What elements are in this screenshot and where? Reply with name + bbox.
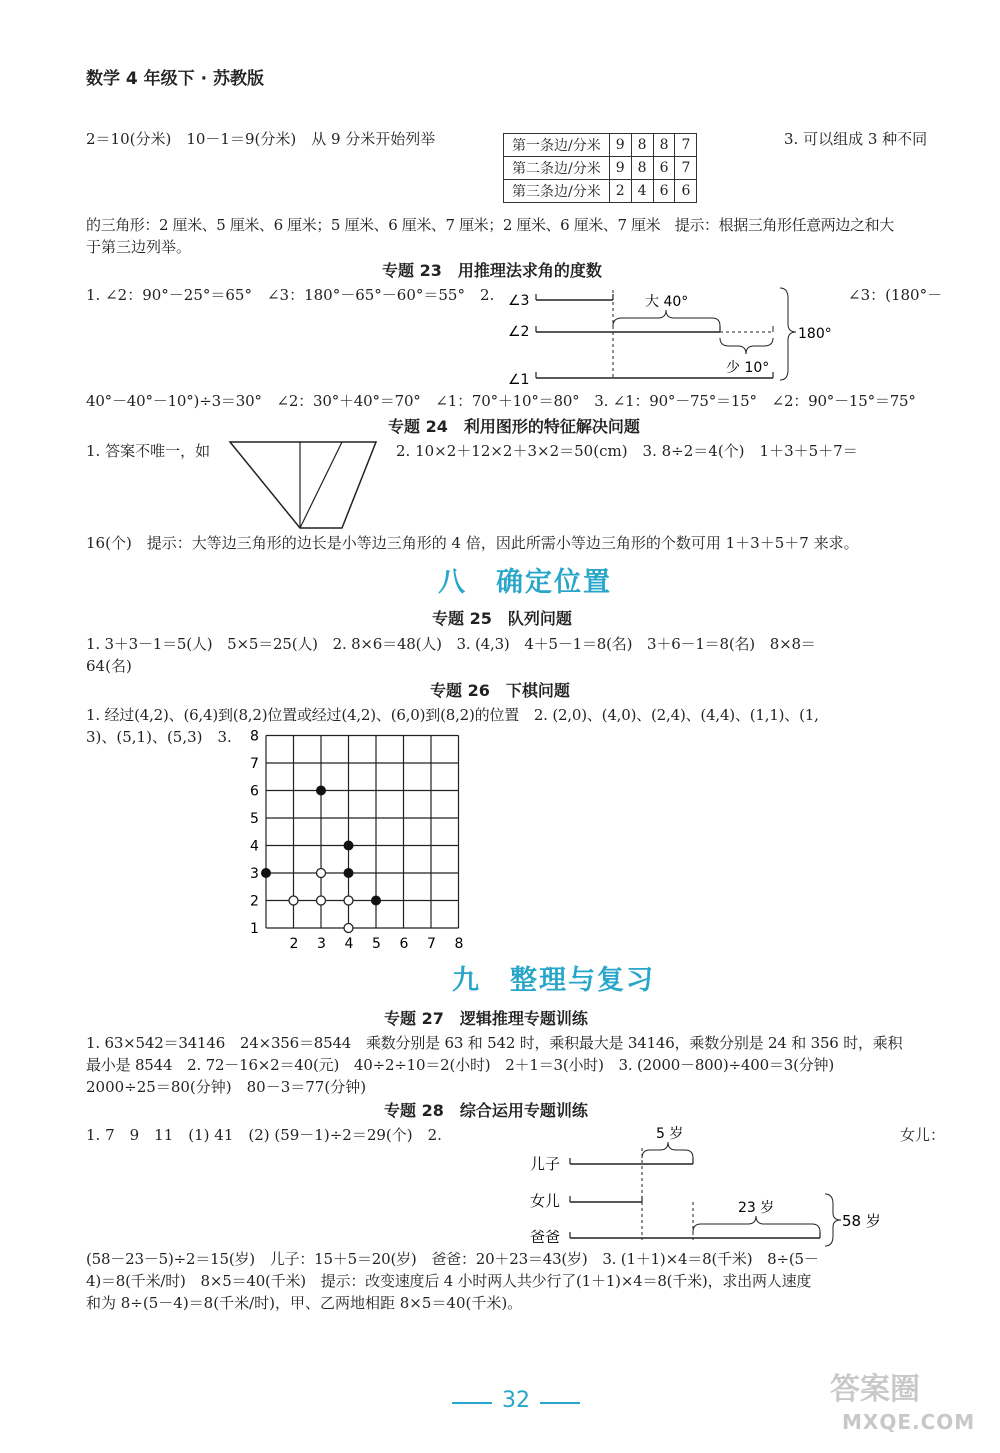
x-tick-label: 6: [399, 936, 409, 952]
x-tick-label: 4: [344, 936, 354, 952]
text-line: 3)、(5,1)、(5,3) 3.: [86, 728, 232, 746]
table-cell: 7: [675, 134, 697, 157]
diagram-label: 儿子: [530, 1155, 561, 1173]
text-line: 2. 10×2＋12×2＋3×2＝50(cm) 3. 8÷2＝4(个) 1＋3＋5＋7＝: [396, 442, 858, 460]
diagram-label: 女儿: [530, 1192, 561, 1210]
section-title: 专题 27 逻辑推理专题训练: [384, 1009, 588, 1028]
y-tick-label: 3: [250, 866, 259, 882]
table-cell: 8: [631, 134, 653, 157]
text-line: 3. 可以组成 3 种不同: [784, 130, 928, 148]
diagram-label: ∠3: [508, 293, 530, 309]
section-title: 专题 25 队列问题: [432, 609, 572, 628]
age-line-diagram: [520, 1120, 900, 1248]
x-tick-label: 2: [289, 936, 299, 952]
triangle-sides-table: [503, 133, 697, 203]
table-cell: 9: [609, 134, 631, 157]
section-title: 专题 28 综合运用专题训练: [384, 1101, 588, 1120]
table-cell: 第二条边/分米: [504, 157, 610, 180]
diagram-label: 大 40°: [645, 294, 689, 310]
black-piece: [344, 868, 354, 878]
angle-line-diagram: [500, 280, 840, 390]
diagram-label: 58 岁: [842, 1212, 881, 1230]
text-line: 64(名): [86, 657, 132, 675]
table-row: [504, 134, 697, 157]
table-cell: 8: [631, 157, 653, 180]
y-tick-label: 6: [250, 783, 259, 800]
table-cell: 6: [653, 157, 675, 180]
diagram-label: 5 岁: [656, 1126, 684, 1142]
black-piece: [344, 841, 354, 851]
x-tick-label: 3: [317, 936, 326, 952]
white-piece: [289, 896, 298, 905]
text-line: 最小是 8544 2. 72－16×2＝40(元) 40÷2÷10＝2(小时) 2＋1＝3(小时) 3. (2000－800)÷400＝3(分钟): [86, 1056, 834, 1074]
text-line: 40°－40°－10°)÷3＝30° ∠2：30°＋40°＝70° ∠1：70°＋10°＝80° 3. ∠1：90°－75°＝15° ∠2：90°－15°＝75°: [86, 392, 916, 410]
diagram-label: 23 岁: [738, 1200, 775, 1216]
chess-grid: [238, 724, 470, 952]
page-header-title: 数学 4 年级下 · 苏教版: [86, 69, 264, 89]
y-tick-label: 5: [250, 811, 259, 827]
section-title: 专题 24 利用图形的特征解决问题: [388, 417, 640, 436]
table-cell: 8: [653, 134, 675, 157]
text-line: 2＝10(分米) 10－1＝9(分米) 从 9 分米开始列举: [86, 130, 436, 148]
text-line: 和为 8÷(5－4)＝8(千米/时)，甲、乙两地相距 8×5＝40(千米)。: [86, 1294, 523, 1312]
white-piece: [344, 924, 353, 933]
x-tick-label: 5: [372, 936, 381, 952]
y-tick-label: 1: [250, 921, 259, 937]
x-tick-label: 7: [427, 936, 436, 952]
text-line: 4)＝8(千米/时) 8×5＝40(千米) 提示：改变速度后 4 小时两人共少行了(1＋1)×4＝8(千米)，求出两人速度: [86, 1272, 812, 1290]
white-piece: [344, 896, 353, 905]
chapter-title: 八 确定位置: [438, 567, 612, 598]
watermark-url: MXQE.COM: [842, 1410, 976, 1434]
text-line: 16(个) 提示：大等边三角形的边长是小等边三角形的 4 倍，因此所需小等边三角形的个数可用 1＋3＋5＋7 来求。: [86, 534, 859, 552]
diagram-label: 爸爸: [530, 1228, 561, 1246]
section-title: 专题 26 下棋问题: [430, 681, 570, 700]
page-number: 32: [502, 1388, 530, 1413]
table-cell: 第三条边/分米: [504, 180, 610, 203]
y-tick-label: 2: [250, 893, 259, 910]
table-cell: 9: [609, 157, 631, 180]
table-row: [504, 180, 697, 203]
table-cell: 2: [609, 180, 631, 203]
y-tick-label: 7: [250, 756, 259, 772]
diagram-label: ∠1: [508, 372, 530, 388]
text-line: 的三角形：2 厘米、5 厘米、6 厘米；5 厘米、6 厘米、7 厘米；2 厘米、6 厘米、7 厘米 提示：根据三角形任意两边之和大: [86, 216, 894, 234]
y-tick-label: 8: [250, 728, 259, 745]
white-piece: [317, 869, 326, 878]
text-line: 1. 经过(4,2)、(6,4)到(8,2)位置或经过(4,2)、(6,0)到(8,2)的位置 2. (2,0)、(4,0)、(2,4)、(4,4)、(1,1)、(1,: [86, 706, 819, 724]
text-line: 于第三边列举。: [86, 238, 192, 256]
black-piece: [261, 868, 271, 878]
black-piece: [316, 786, 326, 796]
text-line: ∠3：(180°－: [848, 286, 943, 304]
page-number-rule-left: [452, 1402, 492, 1404]
text-line: 2.: [480, 286, 495, 304]
diagram-label: 180°: [798, 326, 832, 342]
section-title: 专题 23 用推理法求角的度数: [382, 261, 602, 280]
trapezoid-figure: [228, 440, 380, 530]
text-line: 1. 63×542＝34146 24×356＝8544 乘数分别是 63 和 542 时，乘积最大是 34146，乘数分别是 24 和 356 时，乘积: [86, 1034, 903, 1052]
page-number-rule-right: [540, 1402, 580, 1404]
y-tick-label: 4: [250, 838, 259, 855]
table-cell: 6: [675, 180, 697, 203]
x-tick-label: 8: [454, 936, 464, 952]
text-line: 1. 7 9 11 (1) 41 (2) (59－1)÷2＝29(个) 2.: [86, 1126, 442, 1144]
black-piece: [371, 896, 381, 906]
text-line: (58－23－5)÷2＝15(岁) 儿子：15＋5＝20(岁) 爸爸：20＋23＝43(岁) 3. (1＋1)×4＝8(千米) 8÷(5－: [86, 1250, 819, 1268]
white-piece: [317, 896, 326, 905]
text-line: 女儿：: [900, 1126, 946, 1144]
chapter-title: 九 整理与复习: [452, 965, 655, 996]
diagram-label: ∠2: [508, 324, 530, 340]
text-line: 1. 3＋3－1＝5(人) 5×5＝25(人) 2. 8×6＝48(人) 3. (4,3) 4＋5－1＝8(名) 3＋6－1＝8(名) 8×8＝: [86, 635, 816, 653]
diagram-label: 少 10°: [726, 360, 770, 376]
table-cell: 第一条边/分米: [504, 134, 610, 157]
watermark-logo: 答案圈: [830, 1372, 920, 1407]
text-line: 2000÷25＝80(分钟) 80－3＝77(分钟): [86, 1078, 367, 1096]
text-line: 1. 答案不唯一，如: [86, 442, 211, 460]
text-line: 1. ∠2：90°－25°＝65° ∠3：180°－65°－60°＝55°: [86, 286, 465, 304]
table-cell: 4: [631, 180, 653, 203]
table-cell: 7: [675, 157, 697, 180]
table-cell: 6: [653, 180, 675, 203]
table-row: [504, 157, 697, 180]
